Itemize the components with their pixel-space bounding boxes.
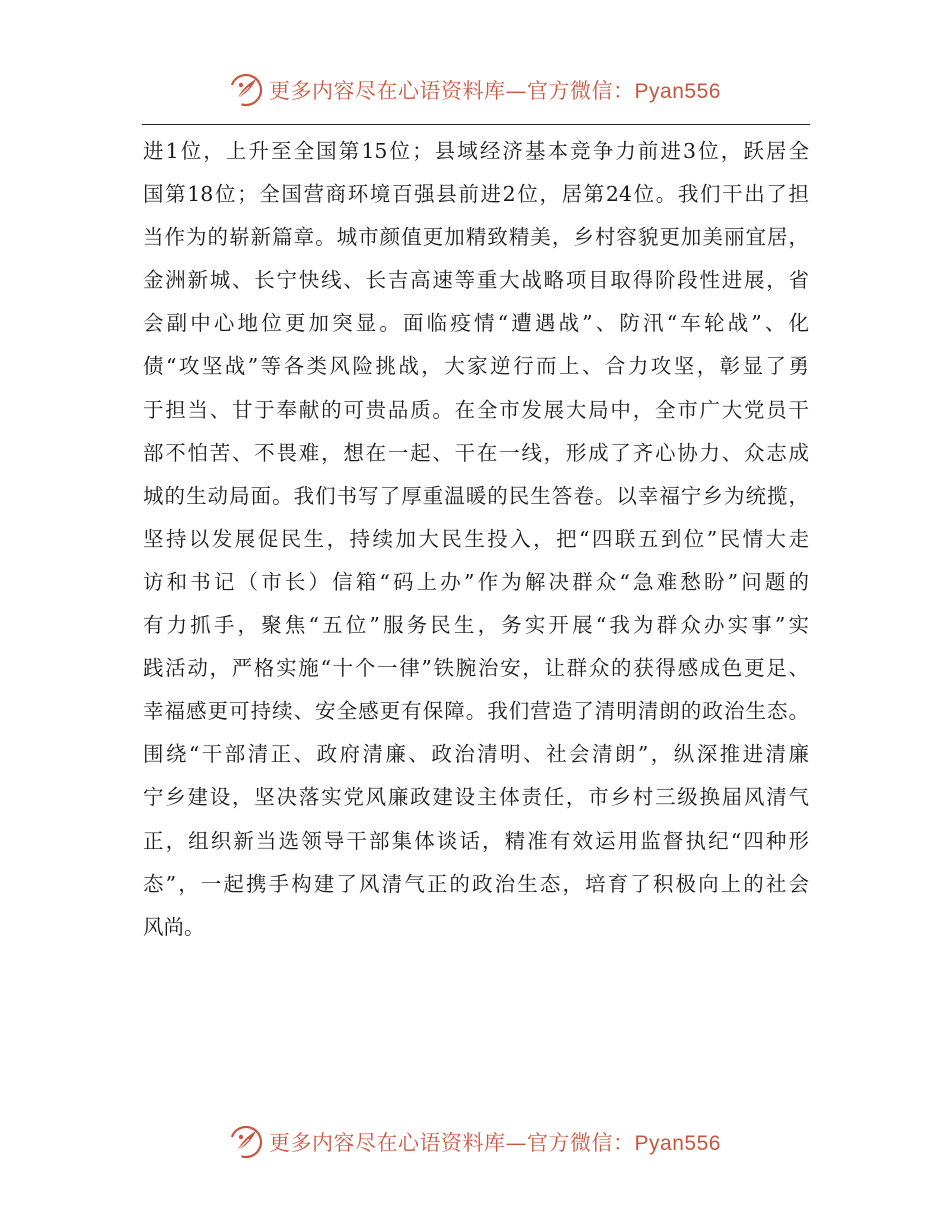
header-banner-label: 更多内容尽在心语资料库—官方微信： <box>269 79 635 103</box>
text-line: 践活动，严格实施“十个一律”铁腕治安，让群众的获得感成色更足、 <box>143 656 809 681</box>
text-line: 于担当、甘于奉献的可贵品质。在全市发展大局中，全市广大党员干 <box>143 397 809 422</box>
text-line: 风尚。 <box>143 914 205 939</box>
text-line: 有力抓手，聚焦“五位”服务民生，务实开展“我为群众办实事”实 <box>143 613 809 638</box>
footer-banner-label: 更多内容尽在心语资料库—官方微信： <box>269 1131 635 1155</box>
text-line: 会副中心地位更加突显。面临疫情“遭遇战”、防汛“车轮战”、化 <box>143 311 809 336</box>
header-divider <box>142 124 810 125</box>
text-line: 当作为的崭新篇章。城市颜值更加精致精美，乡村容貌更加美丽宜居， <box>143 225 809 250</box>
text-line: 正，组织新当选领导干部集体谈话，精准有效运用监督执纪“四种形 <box>143 828 809 853</box>
text-line: 幸福感更可持续、安全感更有保障。我们营造了清明清朗的政治生态。 <box>143 699 809 724</box>
footer-banner-text <box>269 1127 721 1157</box>
text-line: 进1位，上升至全国第15位；县域经济基本竞争力前进3位，跃居全 <box>143 139 809 163</box>
header-banner-text <box>269 75 721 105</box>
text-line: 部不怕苦、不畏难，想在一起、干在一线，形成了齐心协力、众志成 <box>143 440 809 465</box>
text-line: 坚持以发展促民生，持续加大民生投入，把“四联五到位”民情大走 <box>143 526 809 551</box>
text-line: 城的生动局面。我们书写了厚重温暖的民生答卷。以幸福宁乡为统揽， <box>143 483 809 508</box>
footer-banner <box>0 1124 950 1160</box>
feather-quill-logo-icon <box>229 1125 263 1159</box>
body-text <box>143 130 809 949</box>
header-banner-handle: Pyan556 <box>634 80 721 103</box>
text-line: 国第18位；全国营商环境百强县前进2位，居第24位。我们干出了担 <box>143 182 809 207</box>
text-line: 债“攻坚战”等各类风险挑战，大家逆行而上、合力攻坚，彰显了勇 <box>143 354 809 379</box>
text-line: 宁乡建设，坚决落实党风廉政建设主体责任，市乡村三级换届风清气 <box>143 785 809 810</box>
header-banner <box>0 72 950 108</box>
text-line: 态”，一起携手构建了风清气正的政治生态，培育了积极向上的社会 <box>143 871 809 896</box>
feather-quill-logo-icon <box>229 73 263 107</box>
text-line: 围绕“干部清正、政府清廉、政治清明、社会清朗”，纵深推进清廉 <box>143 742 809 767</box>
text-line: 访和书记（市长）信箱“码上办”作为解决群众“急难愁盼”问题的 <box>143 569 809 594</box>
footer-banner-handle: Pyan556 <box>634 1132 721 1155</box>
text-line: 金洲新城、长宁快线、长吉高速等重大战略项目取得阶段性进展，省 <box>143 268 809 293</box>
